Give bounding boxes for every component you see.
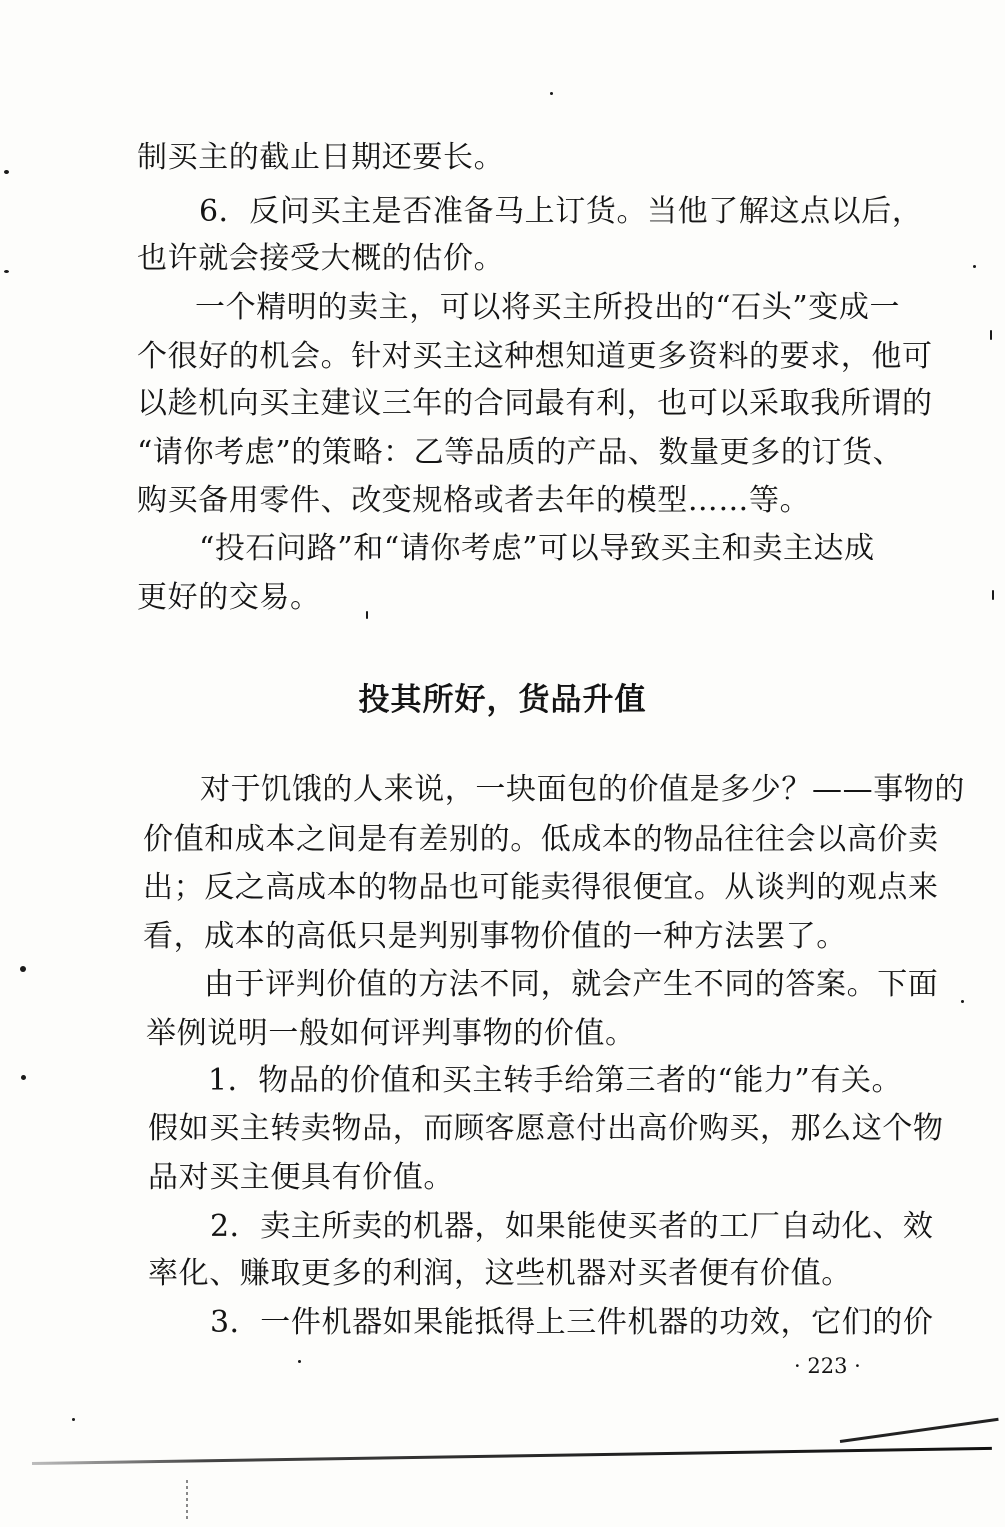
text-line: 由于评判价值的方法不同，就会产生不同的答案。下面 <box>204 967 939 1002</box>
text-line: 品对买主便具有价值。 <box>148 1160 454 1195</box>
binding-mark <box>186 1480 188 1520</box>
text-line: 举例说明一般如何评判事物的价值。 <box>146 1016 636 1051</box>
text-line: 对于饥饿的人来说，一块面包的价值是多少？——事物的 <box>200 772 965 807</box>
scan-speck <box>4 170 9 174</box>
page-edge-curl <box>840 1418 999 1443</box>
scan-speck <box>961 1000 964 1003</box>
page-edge-shadow <box>32 1447 992 1465</box>
text-line: “请你考虑”的策略：乙等品质的产品、数量更多的订货、 <box>137 435 904 470</box>
scan-speck <box>21 1075 26 1080</box>
text-line: 出；反之高成本的物品也可能卖得很便宜。从谈判的观点来 <box>143 870 939 905</box>
scan-speck <box>992 590 994 600</box>
text-line: 率化、赚取更多的利润，这些机器对买者便有价值。 <box>148 1256 852 1291</box>
text-line: 也许就会接受大概的估价。 <box>137 241 505 276</box>
text-line: “投石问路”和“请你考虑”可以导致买主和卖主达成 <box>199 531 875 566</box>
page-number: · 223 · <box>794 1354 861 1378</box>
scan-speck <box>366 611 368 619</box>
text-line: 1．物品的价值和买主转手给第三者的“能力”有关。 <box>208 1063 903 1098</box>
text-line: 一个精明的卖主，可以将买主所投出的“石头”变成一 <box>195 290 901 325</box>
scan-speck <box>298 1360 301 1363</box>
text-line: 个很好的机会。针对买主这种想知道更多资料的要求，他可 <box>137 339 933 374</box>
scan-speck <box>4 270 9 273</box>
text-line: 价值和成本之间是有差别的。低成本的物品往往会以高价卖 <box>143 822 939 857</box>
text-line: 更好的交易。 <box>137 580 321 615</box>
section-heading: 投其所好，货品升值 <box>358 682 647 718</box>
scan-speck <box>72 1418 75 1421</box>
scan-speck <box>990 330 992 340</box>
text-line: 看，成本的高低只是判别事物价值的一种方法罢了。 <box>143 919 847 954</box>
text-line: 制买主的截止日期还要长。 <box>137 140 505 175</box>
scan-speck <box>973 265 976 268</box>
text-line: 3．一件机器如果能抵得上三件机器的功效，它们的价 <box>210 1305 934 1340</box>
scan-speck <box>20 966 26 972</box>
text-line: 6．反问买主是否准备马上订货。当他了解这点以后， <box>199 194 923 229</box>
scan-speck <box>550 92 553 95</box>
text-line: 以趁机向买主建议三年的合同最有利，也可以采取我所谓的 <box>137 386 933 421</box>
text-line: 购买备用零件、改变规格或者去年的模型……等。 <box>137 483 811 518</box>
text-line: 2．卖主所卖的机器，如果能使买者的工厂自动化、效 <box>210 1209 934 1244</box>
text-line: 假如买主转卖物品，而顾客愿意付出高价购买，那么这个物 <box>148 1111 944 1146</box>
